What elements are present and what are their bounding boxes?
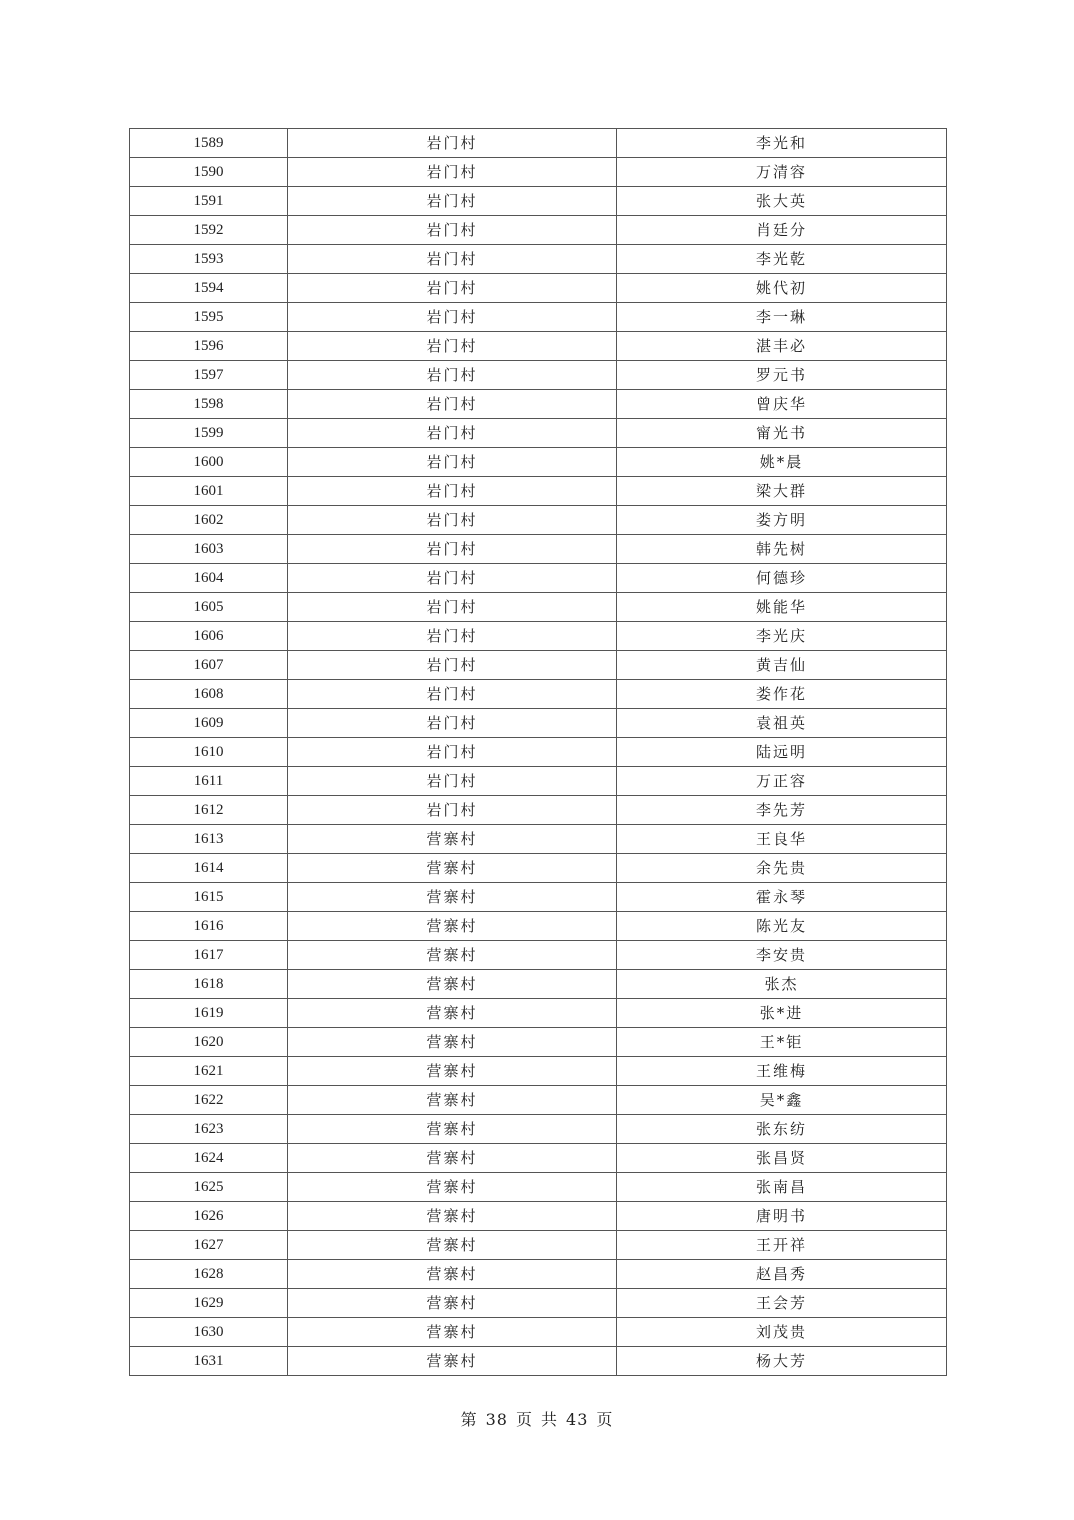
cell-village: 营寨村 bbox=[288, 1231, 617, 1260]
footer-total-word: 共 bbox=[541, 1410, 559, 1429]
cell-name: 张南昌 bbox=[617, 1173, 947, 1202]
table-row bbox=[130, 1202, 947, 1231]
table-row bbox=[130, 274, 947, 303]
table-row bbox=[130, 1028, 947, 1057]
table-row bbox=[130, 854, 947, 883]
table-row bbox=[130, 303, 947, 332]
cell-name: 霍永琴 bbox=[617, 883, 947, 912]
table-row bbox=[130, 622, 947, 651]
cell-number: 1601 bbox=[130, 477, 288, 506]
cell-name: 李光和 bbox=[617, 129, 947, 158]
cell-village: 营寨村 bbox=[288, 1260, 617, 1289]
cell-village: 岩门村 bbox=[288, 477, 617, 506]
cell-number: 1626 bbox=[130, 1202, 288, 1231]
cell-number: 1627 bbox=[130, 1231, 288, 1260]
cell-number: 1624 bbox=[130, 1144, 288, 1173]
cell-name: 李一琳 bbox=[617, 303, 947, 332]
table-row bbox=[130, 1115, 947, 1144]
cell-name: 李光庆 bbox=[617, 622, 947, 651]
cell-number: 1617 bbox=[130, 941, 288, 970]
cell-name: 罗元书 bbox=[617, 361, 947, 390]
cell-name: 刘茂贵 bbox=[617, 1318, 947, 1347]
table-row bbox=[130, 1057, 947, 1086]
cell-number: 1589 bbox=[130, 129, 288, 158]
table-row bbox=[130, 158, 947, 187]
cell-number: 1597 bbox=[130, 361, 288, 390]
table-row bbox=[130, 1318, 947, 1347]
roster-table bbox=[129, 128, 947, 1376]
cell-name: 娄作花 bbox=[617, 680, 947, 709]
table-row bbox=[130, 825, 947, 854]
cell-village: 岩门村 bbox=[288, 187, 617, 216]
cell-village: 营寨村 bbox=[288, 1144, 617, 1173]
cell-name: 张昌贤 bbox=[617, 1144, 947, 1173]
table-row bbox=[130, 419, 947, 448]
cell-number: 1620 bbox=[130, 1028, 288, 1057]
cell-village: 岩门村 bbox=[288, 158, 617, 187]
cell-village: 营寨村 bbox=[288, 1086, 617, 1115]
table-row bbox=[130, 361, 947, 390]
cell-number: 1607 bbox=[130, 651, 288, 680]
table-row bbox=[130, 941, 947, 970]
table-row bbox=[130, 999, 947, 1028]
cell-village: 营寨村 bbox=[288, 883, 617, 912]
cell-number: 1631 bbox=[130, 1347, 288, 1376]
cell-village: 营寨村 bbox=[288, 1347, 617, 1376]
cell-village: 营寨村 bbox=[288, 970, 617, 999]
cell-number: 1616 bbox=[130, 912, 288, 941]
cell-number: 1608 bbox=[130, 680, 288, 709]
cell-name: 王维梅 bbox=[617, 1057, 947, 1086]
cell-number: 1619 bbox=[130, 999, 288, 1028]
table-row bbox=[130, 332, 947, 361]
cell-name: 李先芳 bbox=[617, 796, 947, 825]
cell-village: 营寨村 bbox=[288, 1173, 617, 1202]
cell-number: 1628 bbox=[130, 1260, 288, 1289]
cell-number: 1600 bbox=[130, 448, 288, 477]
cell-village: 岩门村 bbox=[288, 535, 617, 564]
footer-prefix: 第 bbox=[460, 1410, 478, 1429]
cell-village: 岩门村 bbox=[288, 332, 617, 361]
cell-village: 营寨村 bbox=[288, 999, 617, 1028]
cell-name: 梁大群 bbox=[617, 477, 947, 506]
table-row bbox=[130, 1289, 947, 1318]
table-row bbox=[130, 651, 947, 680]
cell-name: 万清容 bbox=[617, 158, 947, 187]
cell-name: 王开祥 bbox=[617, 1231, 947, 1260]
cell-name: 李光乾 bbox=[617, 245, 947, 274]
cell-number: 1599 bbox=[130, 419, 288, 448]
cell-number: 1629 bbox=[130, 1289, 288, 1318]
table-row bbox=[130, 448, 947, 477]
cell-village: 营寨村 bbox=[288, 1318, 617, 1347]
cell-village: 岩门村 bbox=[288, 274, 617, 303]
table-row bbox=[130, 1173, 947, 1202]
cell-number: 1630 bbox=[130, 1318, 288, 1347]
table-row bbox=[130, 1144, 947, 1173]
cell-number: 1611 bbox=[130, 767, 288, 796]
cell-name: 湛丰必 bbox=[617, 332, 947, 361]
table-row bbox=[130, 593, 947, 622]
table-row bbox=[130, 796, 947, 825]
cell-village: 岩门村 bbox=[288, 796, 617, 825]
cell-village: 营寨村 bbox=[288, 941, 617, 970]
table-row bbox=[130, 970, 947, 999]
cell-name: 杨大芳 bbox=[617, 1347, 947, 1376]
table-row bbox=[130, 767, 947, 796]
page-footer bbox=[0, 1408, 1074, 1432]
cell-name: 万正容 bbox=[617, 767, 947, 796]
cell-name: 袁祖英 bbox=[617, 709, 947, 738]
cell-village: 岩门村 bbox=[288, 390, 617, 419]
cell-number: 1613 bbox=[130, 825, 288, 854]
cell-village: 营寨村 bbox=[288, 912, 617, 941]
cell-name: 张大英 bbox=[617, 187, 947, 216]
cell-name: 娄方明 bbox=[617, 506, 947, 535]
cell-number: 1592 bbox=[130, 216, 288, 245]
cell-village: 岩门村 bbox=[288, 506, 617, 535]
cell-number: 1593 bbox=[130, 245, 288, 274]
footer-suffix: 页 bbox=[596, 1410, 614, 1429]
table-row bbox=[130, 1260, 947, 1289]
cell-number: 1598 bbox=[130, 390, 288, 419]
cell-name: 唐明书 bbox=[617, 1202, 947, 1231]
cell-village: 岩门村 bbox=[288, 767, 617, 796]
cell-village: 岩门村 bbox=[288, 216, 617, 245]
cell-village: 营寨村 bbox=[288, 1057, 617, 1086]
cell-name: 姚*晨 bbox=[617, 448, 947, 477]
cell-village: 营寨村 bbox=[288, 1028, 617, 1057]
table-row bbox=[130, 738, 947, 767]
cell-number: 1605 bbox=[130, 593, 288, 622]
cell-number: 1610 bbox=[130, 738, 288, 767]
cell-number: 1622 bbox=[130, 1086, 288, 1115]
cell-name: 张杰 bbox=[617, 970, 947, 999]
footer-page-word: 页 bbox=[515, 1410, 533, 1429]
cell-name: 余先贵 bbox=[617, 854, 947, 883]
cell-village: 岩门村 bbox=[288, 593, 617, 622]
cell-name: 王*钜 bbox=[617, 1028, 947, 1057]
cell-name: 曾庆华 bbox=[617, 390, 947, 419]
cell-number: 1615 bbox=[130, 883, 288, 912]
cell-village: 营寨村 bbox=[288, 1289, 617, 1318]
cell-name: 赵昌秀 bbox=[617, 1260, 947, 1289]
cell-village: 营寨村 bbox=[288, 825, 617, 854]
cell-number: 1591 bbox=[130, 187, 288, 216]
cell-name: 韩先树 bbox=[617, 535, 947, 564]
table-body bbox=[130, 129, 947, 1376]
cell-name: 王会芳 bbox=[617, 1289, 947, 1318]
table-row bbox=[130, 187, 947, 216]
cell-village: 岩门村 bbox=[288, 361, 617, 390]
table-row bbox=[130, 535, 947, 564]
footer-total-pages: 43 bbox=[566, 1410, 589, 1429]
cell-name: 陈光友 bbox=[617, 912, 947, 941]
table-row bbox=[130, 912, 947, 941]
table-row bbox=[130, 129, 947, 158]
cell-name: 姚代初 bbox=[617, 274, 947, 303]
table-row bbox=[130, 1231, 947, 1260]
cell-number: 1614 bbox=[130, 854, 288, 883]
cell-number: 1621 bbox=[130, 1057, 288, 1086]
table-row bbox=[130, 216, 947, 245]
cell-village: 岩门村 bbox=[288, 245, 617, 274]
cell-name: 黄吉仙 bbox=[617, 651, 947, 680]
cell-village: 岩门村 bbox=[288, 564, 617, 593]
cell-name: 何德珍 bbox=[617, 564, 947, 593]
cell-number: 1594 bbox=[130, 274, 288, 303]
cell-name: 张东纺 bbox=[617, 1115, 947, 1144]
table-row bbox=[130, 564, 947, 593]
cell-name: 吴*鑫 bbox=[617, 1086, 947, 1115]
cell-number: 1606 bbox=[130, 622, 288, 651]
table-row bbox=[130, 709, 947, 738]
cell-number: 1623 bbox=[130, 1115, 288, 1144]
cell-village: 岩门村 bbox=[288, 738, 617, 767]
cell-name: 陆远明 bbox=[617, 738, 947, 767]
cell-village: 岩门村 bbox=[288, 622, 617, 651]
cell-name: 肖廷分 bbox=[617, 216, 947, 245]
cell-name: 甯光书 bbox=[617, 419, 947, 448]
cell-village: 岩门村 bbox=[288, 448, 617, 477]
table-row bbox=[130, 680, 947, 709]
cell-number: 1590 bbox=[130, 158, 288, 187]
cell-name: 王良华 bbox=[617, 825, 947, 854]
table-row bbox=[130, 477, 947, 506]
cell-number: 1604 bbox=[130, 564, 288, 593]
table-row bbox=[130, 245, 947, 274]
cell-village: 营寨村 bbox=[288, 1202, 617, 1231]
footer-page-number: 38 bbox=[485, 1410, 508, 1429]
cell-number: 1602 bbox=[130, 506, 288, 535]
table-row bbox=[130, 506, 947, 535]
cell-number: 1596 bbox=[130, 332, 288, 361]
cell-name: 张*进 bbox=[617, 999, 947, 1028]
cell-number: 1612 bbox=[130, 796, 288, 825]
cell-village: 岩门村 bbox=[288, 419, 617, 448]
table-row bbox=[130, 1086, 947, 1115]
cell-village: 岩门村 bbox=[288, 651, 617, 680]
cell-village: 岩门村 bbox=[288, 709, 617, 738]
cell-name: 李安贵 bbox=[617, 941, 947, 970]
cell-name: 姚能华 bbox=[617, 593, 947, 622]
table-row bbox=[130, 883, 947, 912]
cell-number: 1595 bbox=[130, 303, 288, 332]
cell-village: 营寨村 bbox=[288, 1115, 617, 1144]
cell-number: 1618 bbox=[130, 970, 288, 999]
table-row bbox=[130, 1347, 947, 1376]
cell-village: 岩门村 bbox=[288, 303, 617, 332]
table-row bbox=[130, 390, 947, 419]
cell-number: 1625 bbox=[130, 1173, 288, 1202]
cell-village: 岩门村 bbox=[288, 129, 617, 158]
cell-number: 1609 bbox=[130, 709, 288, 738]
cell-number: 1603 bbox=[130, 535, 288, 564]
cell-village: 营寨村 bbox=[288, 854, 617, 883]
cell-village: 岩门村 bbox=[288, 680, 617, 709]
